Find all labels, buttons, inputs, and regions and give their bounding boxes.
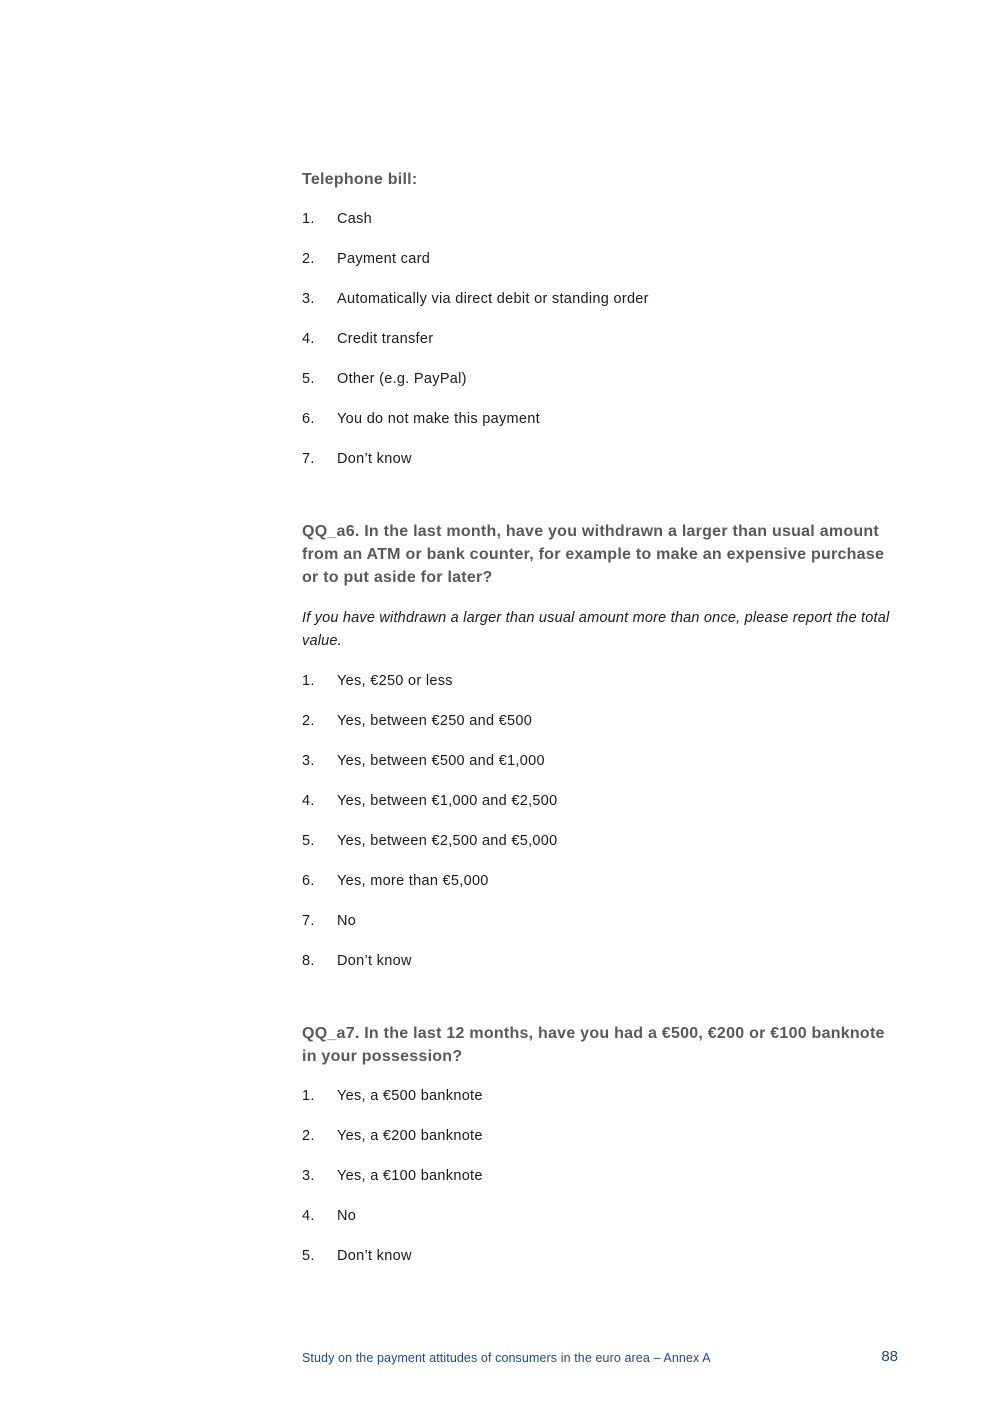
list-item [302, 793, 902, 810]
list-item [302, 953, 902, 970]
list-item [302, 833, 902, 850]
answer-options-list [302, 1088, 902, 1265]
list-item [302, 251, 902, 268]
question-heading: QQ_a7. In the last 12 months, have you had a €500, €200 or €100 banknote in your possession? [302, 1025, 885, 1065]
item-label: Credit transfer [337, 331, 434, 347]
list-item [302, 673, 902, 690]
item-number: 6. [302, 411, 315, 427]
page-footer [302, 1349, 900, 1367]
list-item [302, 1168, 902, 1185]
item-label: Yes, a €100 banknote [337, 1168, 483, 1184]
item-number: 4. [302, 331, 315, 347]
item-label: You do not make this payment [337, 411, 540, 427]
list-item [302, 451, 902, 468]
item-number: 5. [302, 833, 315, 849]
item-number: 1. [302, 211, 315, 227]
item-number: 1. [302, 1088, 315, 1104]
question-qq-a6 [302, 520, 902, 970]
question-instruction: If you have withdrawn a larger than usual amount more than once, please report the total value. [302, 610, 890, 649]
item-label: Yes, a €200 banknote [337, 1128, 483, 1144]
section-heading: Telephone bill: [302, 171, 418, 188]
item-label: Yes, more than €5,000 [337, 873, 489, 889]
telephone-bill-section [302, 168, 902, 468]
page-content [302, 168, 902, 1265]
item-number: 2. [302, 713, 315, 729]
item-label: No [337, 1208, 357, 1224]
list-item [302, 713, 902, 730]
item-number: 2. [302, 1128, 315, 1144]
item-label: Don’t know [337, 1248, 412, 1264]
item-number: 7. [302, 913, 315, 929]
answer-options-list [302, 211, 902, 468]
item-number: 3. [302, 1168, 315, 1184]
item-number: 5. [302, 371, 315, 387]
item-number: 3. [302, 753, 315, 769]
list-item [302, 411, 902, 428]
item-label: Automatically via direct debit or standing order [337, 291, 649, 307]
item-label: Yes, between €500 and €1,000 [337, 753, 545, 769]
item-label: No [337, 913, 357, 929]
page-number: 88 [881, 1348, 898, 1365]
item-label: Yes, €250 or less [337, 673, 453, 689]
item-number: 8. [302, 953, 315, 969]
item-label: Don’t know [337, 451, 412, 467]
list-item [302, 753, 902, 770]
item-label: Other (e.g. PayPal) [337, 371, 467, 387]
item-label: Yes, between €2,500 and €5,000 [337, 833, 558, 849]
list-item [302, 291, 902, 308]
item-number: 4. [302, 793, 315, 809]
answer-options-list [302, 673, 902, 970]
section-spacer [302, 970, 902, 1022]
list-item [302, 1088, 902, 1105]
item-label: Yes, between €1,000 and €2,500 [337, 793, 558, 809]
item-number: 3. [302, 291, 315, 307]
item-number: 2. [302, 251, 315, 267]
footer-document-title: Study on the payment attitudes of consumers in the euro area – Annex A [302, 1351, 711, 1365]
list-item [302, 873, 902, 890]
item-number: 7. [302, 451, 315, 467]
item-label: Payment card [337, 251, 431, 267]
item-number: 5. [302, 1248, 315, 1264]
item-number: 6. [302, 873, 315, 889]
item-label: Don’t know [337, 953, 412, 969]
list-item [302, 913, 902, 930]
item-number: 1. [302, 673, 315, 689]
list-item [302, 211, 902, 228]
list-item [302, 331, 902, 348]
item-label: Yes, a €500 banknote [337, 1088, 483, 1104]
list-item [302, 1128, 902, 1145]
question-qq-a7 [302, 1022, 902, 1265]
item-label: Cash [337, 211, 373, 227]
section-spacer [302, 468, 902, 520]
item-label: Yes, between €250 and €500 [337, 713, 533, 729]
item-number: 4. [302, 1208, 315, 1224]
list-item [302, 1208, 902, 1225]
question-heading: QQ_a6. In the last month, have you withdrawn a larger than usual amount from an ATM or bank counter, for example to make an expensive purchase or to put aside for later? [302, 523, 885, 586]
list-item [302, 1248, 902, 1265]
list-item [302, 371, 902, 388]
